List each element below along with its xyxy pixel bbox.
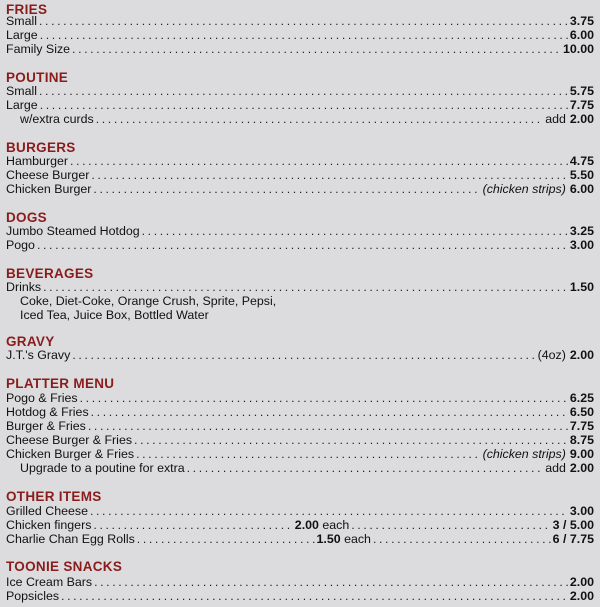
item-name: Hamburger xyxy=(6,154,68,168)
item-note: (chicken strips) xyxy=(482,182,566,196)
item-price: 5.75 xyxy=(569,84,594,98)
section-title-fries: FRIES xyxy=(6,2,48,17)
menu-item xyxy=(6,405,594,419)
item-price: 6.25 xyxy=(569,391,594,405)
item-price: 8.75 xyxy=(569,433,594,447)
item-price xyxy=(538,348,594,362)
item-name: Small xyxy=(6,14,37,28)
item-name: Chicken fingers xyxy=(6,518,92,532)
item-price: 6 / 7.75 xyxy=(552,532,594,546)
item-name: Ice Cream Bars xyxy=(6,575,93,589)
menu-item xyxy=(6,391,594,405)
each-price-value: 1.50 xyxy=(316,532,341,546)
menu-item xyxy=(6,589,594,603)
item-price: 1.50 xyxy=(569,280,594,294)
dot-leader xyxy=(72,348,535,362)
item-price: 2.00 xyxy=(569,575,594,589)
menu-item xyxy=(20,112,594,126)
dot-leader xyxy=(40,28,568,42)
item-name: Chicken Burger xyxy=(6,182,92,196)
item-price: 2.00 xyxy=(569,589,594,603)
item-price: 10.00 xyxy=(562,42,594,56)
section-title-beverages: BEVERAGES xyxy=(6,266,94,281)
each-price xyxy=(317,532,371,546)
menu-item xyxy=(6,447,594,461)
beverage-options-line-2: Iced Tea, Juice Box, Bottled Water xyxy=(20,308,209,322)
item-price: 3 / 5.00 xyxy=(552,518,594,532)
menu-item xyxy=(6,348,594,362)
price-value: 2.00 xyxy=(569,461,594,475)
item-name: Drinks xyxy=(6,280,42,294)
item-name: Cheese Burger & Fries xyxy=(6,433,133,447)
item-price: 4.75 xyxy=(569,154,594,168)
dot-leader xyxy=(90,504,568,518)
menu-item xyxy=(6,518,594,532)
dot-leader xyxy=(93,182,480,196)
menu-item xyxy=(6,182,594,196)
item-name: Popsicles xyxy=(6,589,60,603)
dot-leader xyxy=(187,461,544,475)
dot-leader xyxy=(94,575,568,589)
section-title-poutine: POUTINE xyxy=(6,70,69,85)
dot-leader xyxy=(70,154,568,168)
item-name: Grilled Cheese xyxy=(6,504,88,518)
dot-leader xyxy=(351,518,550,532)
item-price: 7.75 xyxy=(569,98,594,112)
item-price: 6.50 xyxy=(569,405,594,419)
item-name: Pogo & Fries xyxy=(6,391,78,405)
section-title-platter: PLATTER MENU xyxy=(6,376,115,391)
menu-item xyxy=(6,575,594,589)
each-label: each xyxy=(322,518,350,532)
menu-item xyxy=(6,168,594,182)
menu-item xyxy=(6,14,594,28)
item-name: Family Size xyxy=(6,42,71,56)
dot-leader xyxy=(136,447,480,461)
dot-leader xyxy=(88,419,568,433)
dot-leader xyxy=(39,14,568,28)
item-price: 3.75 xyxy=(569,14,594,28)
dot-leader xyxy=(134,433,568,447)
price-value: 2.00 xyxy=(569,112,594,126)
item-price xyxy=(483,182,594,196)
item-note: (chicken strips) xyxy=(482,447,566,461)
menu-item xyxy=(6,238,594,252)
each-price xyxy=(295,518,349,532)
dot-leader xyxy=(93,518,292,532)
item-name: Pogo xyxy=(6,238,35,252)
item-price xyxy=(483,447,594,461)
dot-leader xyxy=(37,238,568,252)
menu-item xyxy=(6,84,594,98)
item-name: Small xyxy=(6,84,37,98)
item-price: 3.25 xyxy=(569,224,594,238)
dot-leader xyxy=(80,391,568,405)
price-prefix: add xyxy=(545,112,566,126)
item-price: 3.00 xyxy=(569,238,594,252)
menu-item xyxy=(6,532,594,546)
section-title-burgers: BURGERS xyxy=(6,140,76,155)
menu-item xyxy=(6,154,594,168)
item-price xyxy=(545,112,594,126)
item-name: Hotdog & Fries xyxy=(6,405,89,419)
dot-leader xyxy=(137,532,315,546)
beverage-options-line-1: Coke, Diet-Coke, Orange Crush, Sprite, Pepsi, xyxy=(20,294,277,308)
dot-leader xyxy=(91,168,568,182)
item-name: Large xyxy=(6,98,38,112)
dot-leader xyxy=(142,224,568,238)
section-title-gravy: GRAVY xyxy=(6,334,55,349)
price-value: 2.00 xyxy=(569,348,594,362)
menu-item xyxy=(6,419,594,433)
dot-leader xyxy=(61,589,568,603)
menu-item xyxy=(6,28,594,42)
price-prefix: add xyxy=(545,461,566,475)
item-name: Burger & Fries xyxy=(6,419,86,433)
item-note: (4oz) xyxy=(537,348,566,362)
dot-leader xyxy=(72,42,561,56)
menu-item xyxy=(6,224,594,238)
item-name: Jumbo Steamed Hotdog xyxy=(6,224,140,238)
section-title-dogs: DOGS xyxy=(6,210,47,225)
price-value: 9.00 xyxy=(569,447,594,461)
each-label: each xyxy=(344,532,371,546)
each-price-value: 2.00 xyxy=(294,518,319,532)
menu-item xyxy=(6,98,594,112)
menu-item xyxy=(6,42,594,56)
item-name: Large xyxy=(6,28,38,42)
dot-leader xyxy=(43,280,568,294)
menu-item xyxy=(20,461,594,475)
item-price: 7.75 xyxy=(569,419,594,433)
section-title-toonie: TOONIE SNACKS xyxy=(6,559,123,574)
menu-item xyxy=(6,504,594,518)
item-name: J.T.'s Gravy xyxy=(6,348,71,362)
menu-item xyxy=(6,280,594,294)
item-price: 3.00 xyxy=(569,504,594,518)
dot-leader xyxy=(40,98,568,112)
dot-leader xyxy=(96,112,544,126)
item-name: Upgrade to a poutine for extra xyxy=(20,461,185,475)
dot-leader xyxy=(39,84,568,98)
item-price: 6.00 xyxy=(569,28,594,42)
dot-leader xyxy=(373,532,551,546)
price-value: 6.00 xyxy=(569,182,594,196)
item-name: Chicken Burger & Fries xyxy=(6,447,135,461)
section-title-other: OTHER ITEMS xyxy=(6,489,102,504)
item-name: Cheese Burger xyxy=(6,168,90,182)
item-price: 5.50 xyxy=(569,168,594,182)
item-name: w/extra curds xyxy=(20,112,94,126)
menu-item xyxy=(6,433,594,447)
item-price xyxy=(545,461,594,475)
item-name: Charlie Chan Egg Rolls xyxy=(6,532,135,546)
dot-leader xyxy=(91,405,568,419)
